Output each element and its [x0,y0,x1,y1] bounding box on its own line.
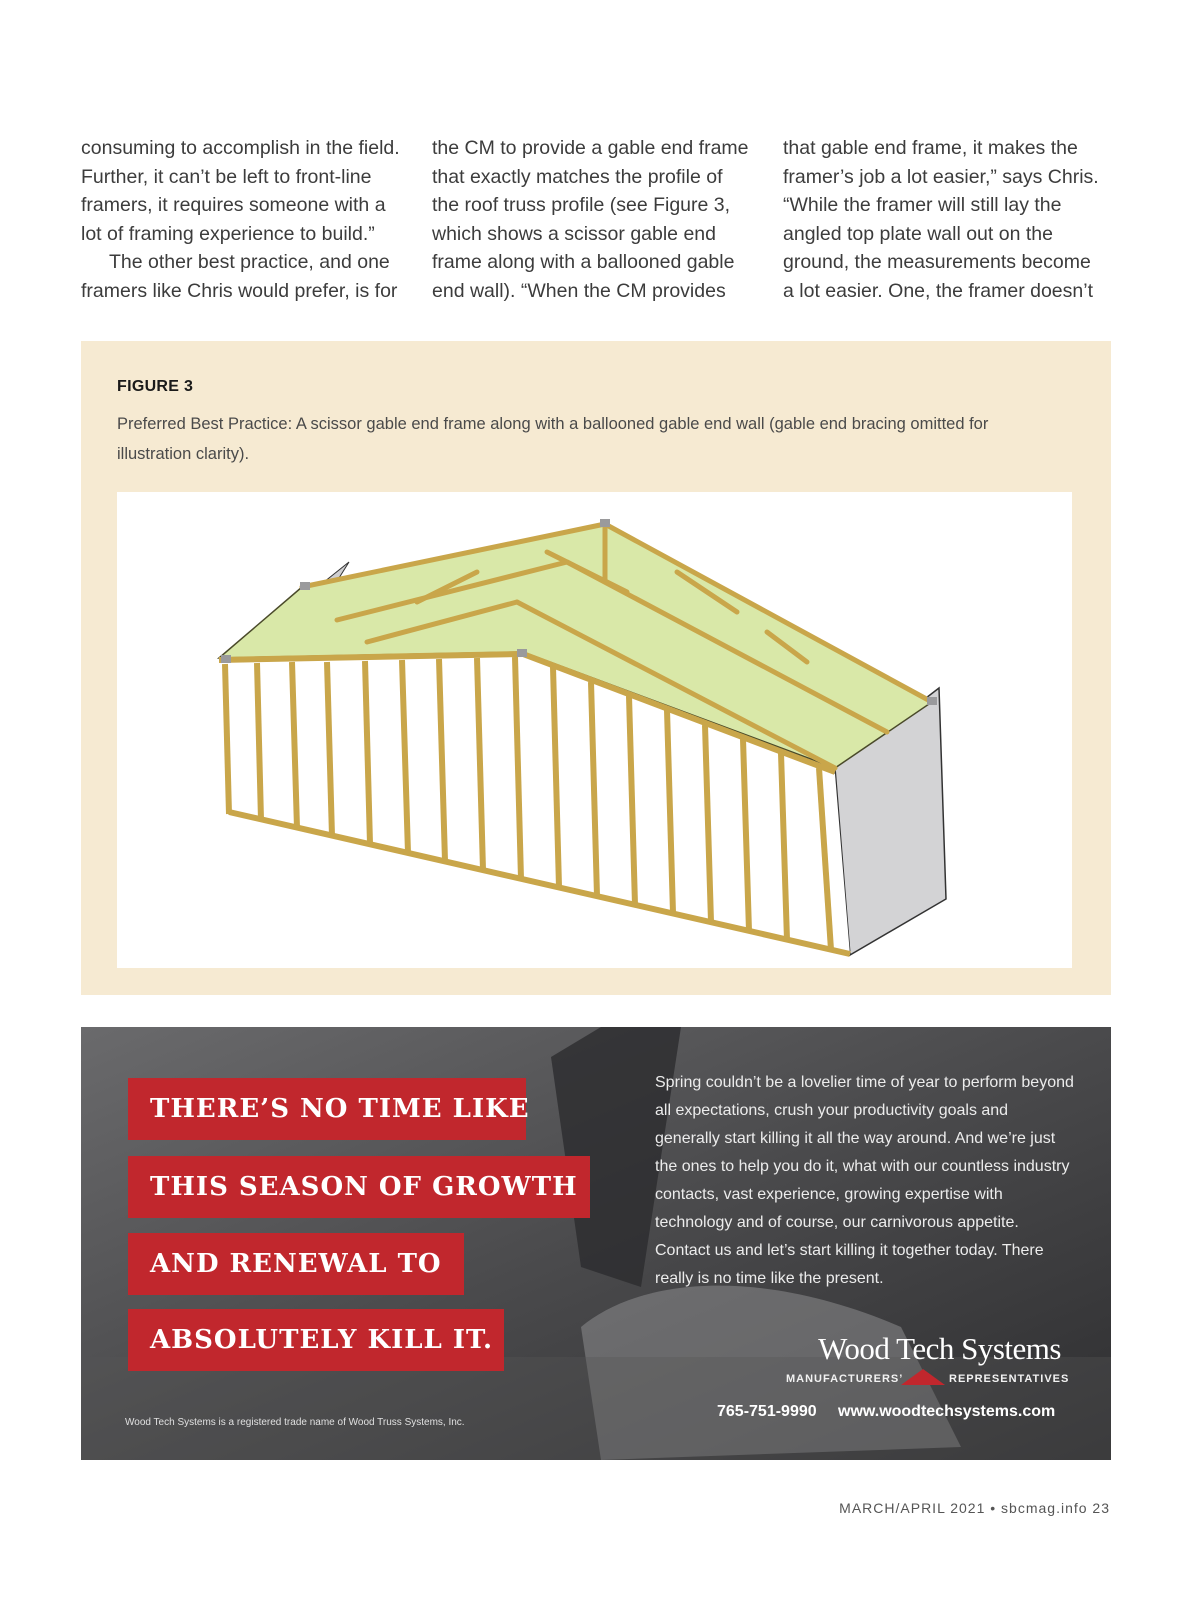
ad-body-text: Spring couldn’t be a lovelier time of year to perform beyond all expectations, crush your productivity goals and generally start killing it all the way around. And we’re just the ones to help you do it, what with our countless industry contacts, vast experience, growing expertise with technology and of course, our carnivorous appetite. Contact us and let’s start killing it together today. There really is no time like the present. [655,1074,1074,1287]
ad-headline-line: THERE’S NO TIME LIKE [128,1078,526,1140]
article-column-2 [432,134,754,305]
advertisement[interactable] [81,1027,1111,1460]
ad-phone-number[interactable]: 765-751-9990 [717,1403,817,1420]
article-paragraph: that gable end frame, it makes the framer’s job a lot easier,” says Chris. “While the framer will still lay the angled top plate wall out on the ground, the measurements become a lot easier. One, the framer doesn’t [783,137,1099,302]
figure-label: FIGURE 3 [117,378,194,395]
brand-subtitle-left: MANUFACTURERS’ [786,1373,904,1385]
truss-drawing [117,492,1072,968]
ad-website-link[interactable]: www.woodtechsystems.com [838,1403,1056,1420]
article-paragraph: consuming to accomplish in the field. Further, it can’t be left to front-line framers, it requires someone with a lot of framing experience to build.” [81,137,400,245]
truss-illustration [117,492,1072,968]
figure-box [81,341,1111,995]
figure-caption: Preferred Best Practice: A scissor gable end frame along with a ballooned gable end wall (gable end bracing omitted for illustration clarity). [117,415,989,463]
ad-trademark-note: Wood Tech Systems is a registered trade name of Wood Truss Systems, Inc. [125,1417,465,1428]
article-column-1 [81,134,403,305]
ad-headline-line: THIS SEASON OF GROWTH [128,1156,590,1218]
brand-subtitle-right: REPRESENTATIVES [949,1373,1070,1385]
brand-roof-icon [901,1369,945,1385]
article-columns [81,134,1111,314]
page-footer: MARCH/APRIL 2021 • sbcmag.info 23 [839,1500,1110,1516]
article-paragraph: The other best practice, and one framers like Chris would prefer, is for [81,251,398,302]
article-column-3 [783,134,1105,305]
ad-headline-line: AND RENEWAL TO [128,1233,464,1295]
ad-headline-line: ABSOLUTELY KILL IT. [128,1309,504,1371]
article-paragraph: the CM to provide a gable end frame that exactly matches the profile of the roof truss profile (see Figure 3, which shows a scissor gable end frame along with a ballooned gable end wall). “When the CM provides [432,137,749,302]
brand-logo: Wood Tech Systems [818,1331,1061,1366]
